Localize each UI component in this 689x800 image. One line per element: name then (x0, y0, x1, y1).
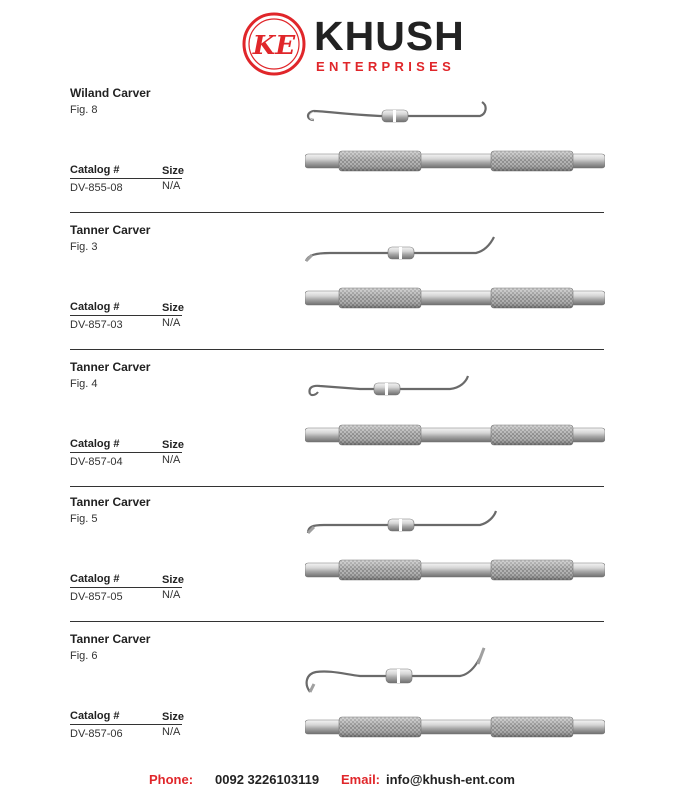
email-link[interactable]: info@khush-ent.com (386, 772, 515, 787)
instrument-tip-image (300, 94, 500, 130)
instrument-handle-image (305, 285, 605, 311)
size-value: N/A (162, 589, 181, 601)
section-divider (70, 349, 604, 350)
phone-number[interactable]: 0092 3226103119 (215, 772, 320, 787)
section-divider (70, 486, 604, 487)
email-label: Email: (341, 772, 381, 787)
size-value: N/A (162, 180, 181, 192)
company-logo (242, 12, 465, 78)
catalog-number: DV-857-04 (70, 456, 123, 468)
instrument-handle-image (305, 148, 605, 174)
size-value: N/A (162, 726, 181, 738)
product-section-1 (0, 86, 689, 223)
size-label: Size (162, 165, 185, 177)
size-label: Size (162, 574, 185, 586)
instrument-handle-image (305, 422, 605, 448)
catalog-label: Catalog # (70, 710, 120, 722)
section-divider (70, 212, 604, 213)
product-title: Tanner Carver (70, 223, 151, 237)
product-fig: Fig. 3 (70, 241, 98, 253)
catalog-number: DV-857-05 (70, 591, 123, 603)
instrument-tip-image (300, 638, 500, 694)
product-fig: Fig. 5 (70, 513, 98, 525)
instrument-tip-image (300, 368, 500, 404)
monogram-text: KE (252, 31, 296, 61)
product-section-2 (0, 223, 689, 360)
product-section-4 (0, 495, 689, 632)
brand-subtitle: ENTERPRISES (316, 59, 456, 74)
product-section-3 (0, 360, 689, 497)
instrument-tip-image (300, 503, 500, 539)
phone-label: Phone: (149, 772, 194, 787)
instrument-handle-image (305, 557, 605, 583)
product-title: Tanner Carver (70, 360, 151, 374)
product-fig: Fig. 4 (70, 378, 98, 390)
catalog-number: DV-855-08 (70, 182, 123, 194)
catalog-label: Catalog # (70, 438, 120, 450)
product-fig: Fig. 8 (70, 104, 98, 116)
size-label: Size (162, 711, 185, 723)
catalog-header (70, 438, 185, 453)
size-value: N/A (162, 454, 181, 466)
size-label: Size (162, 439, 185, 451)
brand-name: KHUSH (314, 13, 465, 59)
product-title: Tanner Carver (70, 632, 151, 646)
catalog-header (70, 301, 185, 316)
instrument-handle-image (305, 714, 605, 740)
instrument-tip-image (300, 231, 500, 267)
catalog-label: Catalog # (70, 573, 120, 585)
catalog-number: DV-857-06 (70, 728, 123, 740)
section-divider (70, 621, 604, 622)
catalog-header (70, 164, 185, 179)
product-section-5 (0, 632, 689, 769)
catalog-number: DV-857-03 (70, 319, 123, 331)
monogram-logo-icon (242, 12, 306, 76)
size-label: Size (162, 302, 185, 314)
catalog-label: Catalog # (70, 301, 120, 313)
size-value: N/A (162, 317, 181, 329)
contact-footer (0, 772, 689, 792)
product-title: Wiland Carver (70, 86, 151, 100)
product-title: Tanner Carver (70, 495, 151, 509)
catalog-header (70, 710, 185, 725)
product-fig: Fig. 6 (70, 650, 98, 662)
catalog-label: Catalog # (70, 164, 120, 176)
catalog-header (70, 573, 185, 588)
